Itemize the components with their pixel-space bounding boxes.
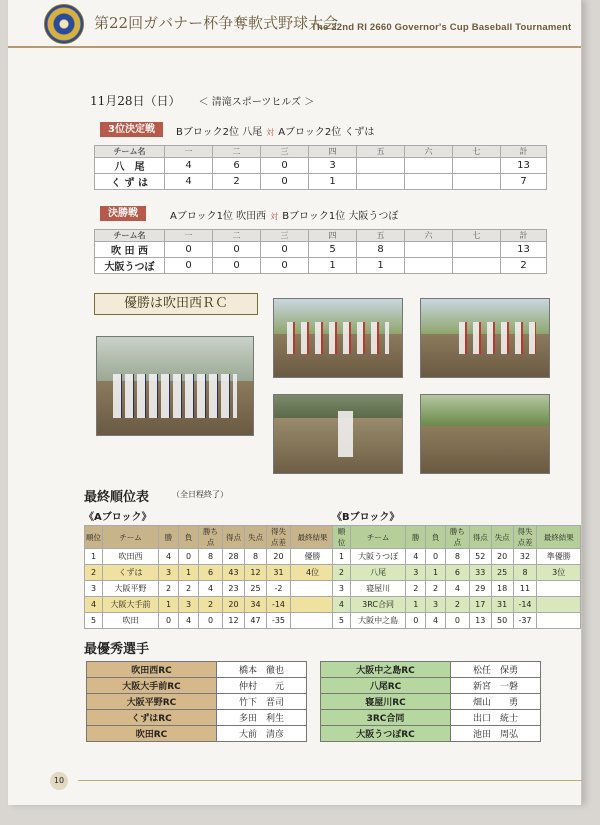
- score-header-cell: 二: [213, 230, 261, 242]
- standings-cell: 23: [223, 581, 245, 597]
- standings-cell: 0: [406, 613, 426, 629]
- standings-cell: 31: [491, 597, 513, 613]
- score-cell: 3: [309, 158, 357, 174]
- score-cell: [405, 158, 453, 174]
- score-header-cell: 三: [261, 230, 309, 242]
- standings-header-cell: 順位: [333, 526, 351, 549]
- final-team-a: Aブロック1位 吹田西: [170, 211, 267, 222]
- team-name: 吹田: [103, 613, 159, 629]
- standings-cell: 20: [267, 549, 291, 565]
- standings-cell: 47: [245, 613, 267, 629]
- standings-cell: 2: [426, 581, 446, 597]
- vs-label: 対: [266, 128, 275, 137]
- score-header-cell: 三: [261, 146, 309, 158]
- standings-cell: 6: [199, 565, 223, 581]
- block-b-label: 《Bブロック》: [332, 512, 400, 523]
- club-name: 大阪中之島RC: [321, 662, 451, 678]
- standings-cell: 0: [159, 613, 179, 629]
- table-row: [85, 581, 335, 597]
- field-photo: [420, 394, 550, 474]
- club-name: 吹田西RC: [87, 662, 217, 678]
- standings-cell: 3: [426, 597, 446, 613]
- standings-cell: 2: [446, 597, 470, 613]
- standings-cell: 3: [179, 597, 199, 613]
- final-team-b: Bブロック1位 大阪うつぼ: [282, 211, 399, 222]
- score-row: [95, 258, 547, 274]
- player-name: 仲村 元: [217, 678, 307, 694]
- player-name: 大前 清彦: [217, 726, 307, 742]
- standings-subtitle: （全日程終了）: [172, 490, 228, 499]
- page-number: 10: [50, 772, 68, 790]
- score-cell: [357, 158, 405, 174]
- club-name: 大阪大手前RC: [87, 678, 217, 694]
- score-header-cell: 四: [309, 146, 357, 158]
- team-name: 大阪平野: [103, 581, 159, 597]
- lineup-photo-2: [420, 298, 550, 378]
- standings-header-cell: 勝ち点: [446, 526, 470, 549]
- match-date: 11月28日（日）: [90, 94, 181, 108]
- score-cell: [453, 242, 501, 258]
- table-row: [333, 565, 581, 581]
- standings-cell: [291, 613, 335, 629]
- winner-banner: 優勝は吹田西ＲＣ: [94, 293, 258, 315]
- score-cell: 5: [309, 242, 357, 258]
- list-item: [321, 710, 541, 726]
- list-item: [87, 710, 307, 726]
- standings-header-cell: 負: [426, 526, 446, 549]
- standings-cell: 4: [446, 581, 470, 597]
- standings-cell: 3位: [537, 565, 581, 581]
- standings-header-cell: 勝ち点: [199, 526, 223, 549]
- player-name: 新宮 一磐: [451, 678, 541, 694]
- score-row: [95, 242, 547, 258]
- standings-cell: -35: [267, 613, 291, 629]
- standings-cell: 1: [333, 549, 351, 565]
- standings-cell: 43: [223, 565, 245, 581]
- standings-cell: [291, 597, 335, 613]
- team-name: 吹 田 西: [95, 242, 165, 258]
- score-header-cell: 五: [357, 230, 405, 242]
- standings-header-cell: チーム: [103, 526, 159, 549]
- standings-cell: 2: [333, 565, 351, 581]
- standings-cell: 4: [85, 597, 103, 613]
- score-header-cell: 四: [309, 230, 357, 242]
- standings-cell: 0: [426, 549, 446, 565]
- score-header-cell: 五: [357, 146, 405, 158]
- standings-cell: 50: [491, 613, 513, 629]
- final-desc: [170, 207, 398, 222]
- standings-cell: 28: [223, 549, 245, 565]
- table-row: [85, 565, 335, 581]
- table-row: [333, 597, 581, 613]
- standings-header-cell: 勝: [406, 526, 426, 549]
- standings-cell: 2: [406, 581, 426, 597]
- score-cell: 8: [357, 242, 405, 258]
- standings-cell: [537, 613, 581, 629]
- score-cell: 4: [165, 174, 213, 190]
- team-name: く ず は: [95, 174, 165, 190]
- standings-cell: 12: [245, 565, 267, 581]
- title-en: The 22nd RI 2660 Governor's Cup Baseball Tournament: [311, 22, 572, 33]
- block-b-standings: [332, 525, 581, 629]
- score-header-cell: 六: [405, 230, 453, 242]
- score-header-cell: チーム名: [95, 146, 165, 158]
- page: [8, 0, 582, 805]
- score-cell: 4: [165, 158, 213, 174]
- standings-header-cell: 勝: [159, 526, 179, 549]
- score-cell: [405, 242, 453, 258]
- standings-cell: 17: [469, 597, 491, 613]
- score-cell: 2: [501, 258, 547, 274]
- standings-cell: 3: [406, 565, 426, 581]
- standings-header-cell: 最終結果: [291, 526, 335, 549]
- standings-cell: 0: [446, 613, 470, 629]
- standings-cell: 1: [159, 597, 179, 613]
- standings-header-cell: 順位: [85, 526, 103, 549]
- standings-cell: 20: [223, 597, 245, 613]
- player-name: 多田 利生: [217, 710, 307, 726]
- standings-header-cell: 得失点差: [267, 526, 291, 549]
- table-row: [333, 613, 581, 629]
- standings-cell: 5: [85, 613, 103, 629]
- third-place-tag: 3位決定戦: [100, 122, 163, 137]
- standings-cell: 4: [199, 581, 223, 597]
- standings-cell: -2: [267, 581, 291, 597]
- list-item: [321, 694, 541, 710]
- standings-cell: 12: [223, 613, 245, 629]
- club-name: 寝屋川RC: [321, 694, 451, 710]
- standings-cell: 52: [469, 549, 491, 565]
- score-header-cell: 二: [213, 146, 261, 158]
- standings-cell: 4位: [291, 565, 335, 581]
- team-name: 3RC合同: [350, 597, 405, 613]
- score-header-cell: 一: [165, 146, 213, 158]
- lineup-photo-1: [273, 298, 403, 378]
- list-item: [321, 662, 541, 678]
- club-name: 大阪うつぼRC: [321, 726, 451, 742]
- club-name: 大阪平野RC: [87, 694, 217, 710]
- score-cell: 1: [309, 174, 357, 190]
- third-place-team-b: Aブロック2位 くずは: [278, 127, 375, 138]
- standings-cell: 32: [513, 549, 537, 565]
- standings-cell: 4: [179, 613, 199, 629]
- standings-cell: 33: [469, 565, 491, 581]
- score-cell: [453, 158, 501, 174]
- standings-cell: 8: [199, 549, 223, 565]
- score-cell: 6: [213, 158, 261, 174]
- score-cell: 7: [501, 174, 547, 190]
- standings-cell: 0: [179, 549, 199, 565]
- standings-header-cell: 得失点差: [513, 526, 537, 549]
- club-name: くずはRC: [87, 710, 217, 726]
- header: [8, 0, 581, 48]
- standings-cell: 4: [426, 613, 446, 629]
- score-row: [95, 158, 547, 174]
- team-name: 寝屋川: [350, 581, 405, 597]
- third-place-desc: [176, 123, 374, 138]
- list-item: [87, 662, 307, 678]
- standings-cell: 2: [159, 581, 179, 597]
- team-name: 八尾: [350, 565, 405, 581]
- standings-cell: 34: [245, 597, 267, 613]
- standings-title: 最終順位表: [84, 490, 150, 505]
- batting-photo: [273, 394, 403, 474]
- score-cell: 0: [165, 258, 213, 274]
- club-name: 八尾RC: [321, 678, 451, 694]
- score-cell: [405, 174, 453, 190]
- standings-cell: 0: [199, 613, 223, 629]
- standings-cell: 3: [85, 581, 103, 597]
- score-cell: 0: [261, 258, 309, 274]
- score-header-cell: 一: [165, 230, 213, 242]
- final-tag: 決勝戦: [100, 206, 146, 221]
- score-cell: 0: [261, 174, 309, 190]
- score-cell: 0: [261, 158, 309, 174]
- standings-cell: 3: [159, 565, 179, 581]
- standings-cell: 8: [446, 549, 470, 565]
- match-venue: ＜ 清滝スポーツヒルズ ＞: [198, 97, 315, 108]
- standings-cell: 5: [333, 613, 351, 629]
- standings-cell: [291, 581, 335, 597]
- list-item: [321, 726, 541, 742]
- standings-header-cell: 失点: [491, 526, 513, 549]
- mvp-list-a: [86, 661, 307, 742]
- score-header-cell: 計: [501, 230, 547, 242]
- block-a-standings: [84, 525, 335, 629]
- standings-header-cell: 負: [179, 526, 199, 549]
- standings-header-cell: 最終結果: [537, 526, 581, 549]
- mvp-title: 最優秀選手: [84, 642, 150, 657]
- standings-cell: -14: [513, 597, 537, 613]
- player-name: 出口 統士: [451, 710, 541, 726]
- standings-cell: 2: [85, 565, 103, 581]
- score-row: [95, 174, 547, 190]
- standings-header-cell: 得点: [223, 526, 245, 549]
- score-cell: 2: [213, 174, 261, 190]
- list-item: [87, 678, 307, 694]
- standings-cell: 4: [406, 549, 426, 565]
- standings-header-cell: チーム: [350, 526, 405, 549]
- standings-cell: 1: [85, 549, 103, 565]
- score-cell: 0: [213, 258, 261, 274]
- team-name: 吹田西: [103, 549, 159, 565]
- score-cell: 13: [501, 158, 547, 174]
- standings-header-cell: 得点: [469, 526, 491, 549]
- standings-cell: 18: [491, 581, 513, 597]
- vs-label: 対: [270, 212, 279, 221]
- standings-cell: -37: [513, 613, 537, 629]
- standings-cell: 31: [267, 565, 291, 581]
- standings-cell: 25: [491, 565, 513, 581]
- standings-cell: 1: [406, 597, 426, 613]
- standings-cell: 準優勝: [537, 549, 581, 565]
- club-name: 吹田RC: [87, 726, 217, 742]
- standings-cell: 25: [245, 581, 267, 597]
- score-header-cell: チーム名: [95, 230, 165, 242]
- table-row: [333, 581, 581, 597]
- standings-cell: [537, 597, 581, 613]
- player-name: 橋本 徹也: [217, 662, 307, 678]
- standings-cell: 4: [159, 549, 179, 565]
- standings-cell: 3: [333, 581, 351, 597]
- date-line: [90, 92, 314, 109]
- title-jp: 第22回ガバナー杯争奪軟式野球大会: [94, 14, 339, 32]
- table-row: [85, 549, 335, 565]
- standings-cell: 1: [426, 565, 446, 581]
- third-place-scoreboard: [94, 145, 547, 190]
- rotary-logo-icon: [44, 4, 84, 44]
- score-cell: [453, 258, 501, 274]
- standings-cell: 4: [333, 597, 351, 613]
- standings-cell: 29: [469, 581, 491, 597]
- score-cell: 1: [357, 258, 405, 274]
- footer-divider: [78, 780, 582, 781]
- team-name: くずは: [103, 565, 159, 581]
- score-header-cell: 六: [405, 146, 453, 158]
- score-cell: [357, 174, 405, 190]
- team-name: 大阪大手前: [103, 597, 159, 613]
- score-cell: [405, 258, 453, 274]
- standings-cell: 20: [491, 549, 513, 565]
- standings-cell: 優勝: [291, 549, 335, 565]
- standings-header-cell: 失点: [245, 526, 267, 549]
- player-name: 竹下 晋司: [217, 694, 307, 710]
- standings-cell: [537, 581, 581, 597]
- table-row: [333, 549, 581, 565]
- block-a-label: 《Aブロック》: [84, 512, 152, 523]
- standings-cell: 1: [179, 565, 199, 581]
- standings-cell: 8: [245, 549, 267, 565]
- score-cell: 0: [261, 242, 309, 258]
- table-row: [85, 597, 335, 613]
- standings-cell: 6: [446, 565, 470, 581]
- team-name: 大阪中之島: [350, 613, 405, 629]
- player-name: 池田 周弘: [451, 726, 541, 742]
- table-row: [85, 613, 335, 629]
- standings-cell: 11: [513, 581, 537, 597]
- list-item: [321, 678, 541, 694]
- score-header-cell: 計: [501, 146, 547, 158]
- standings-cell: 13: [469, 613, 491, 629]
- standings-cell: 2: [199, 597, 223, 613]
- mvp-list-b: [320, 661, 541, 742]
- score-cell: 0: [213, 242, 261, 258]
- team-name: 大阪うつぼ: [95, 258, 165, 274]
- player-name: 畑山 勇: [451, 694, 541, 710]
- score-cell: 13: [501, 242, 547, 258]
- score-cell: 0: [165, 242, 213, 258]
- final-scoreboard: [94, 229, 547, 274]
- team-name: 大阪うつぼ: [350, 549, 405, 565]
- standings-cell: 8: [513, 565, 537, 581]
- score-header-cell: 七: [453, 146, 501, 158]
- standings-cell: 2: [179, 581, 199, 597]
- third-place-team-a: Bブロック2位 八尾: [176, 127, 263, 138]
- team-photo: [96, 336, 254, 436]
- score-header-cell: 七: [453, 230, 501, 242]
- score-cell: [453, 174, 501, 190]
- club-name: 3RC合同: [321, 710, 451, 726]
- player-name: 松任 保勇: [451, 662, 541, 678]
- standings-cell: -14: [267, 597, 291, 613]
- team-name: 八 尾: [95, 158, 165, 174]
- list-item: [87, 726, 307, 742]
- list-item: [87, 694, 307, 710]
- score-cell: 1: [309, 258, 357, 274]
